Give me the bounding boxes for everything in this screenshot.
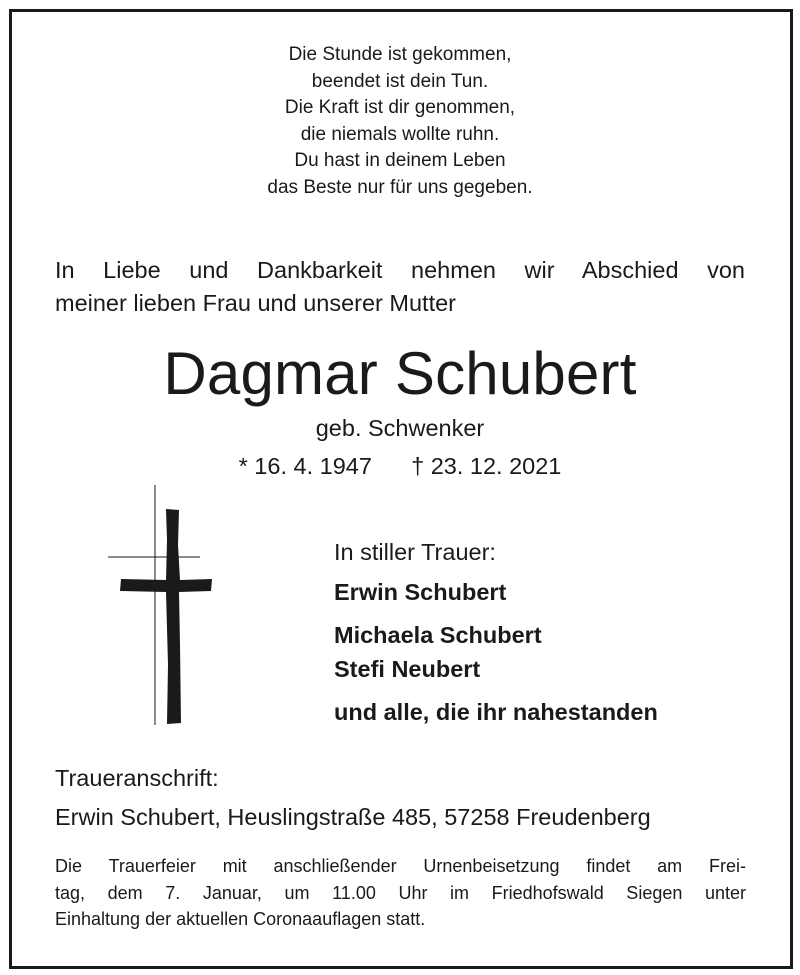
poem-line: Die Stunde ist gekommen,	[288, 44, 512, 65]
deceased-name: Dagmar Schubert	[163, 340, 637, 407]
intro-line: meiner lieben Frau und unserer Mutter	[55, 290, 457, 316]
poem-line: die niemals wollte ruhn.	[300, 123, 500, 145]
mourner-name: und alle, die ihr nahestanden	[334, 699, 658, 725]
memorial-poem	[0, 42, 800, 202]
poem-line: Die Kraft ist dir genommen,	[284, 97, 516, 119]
poem-line: das Beste nur für uns gegeben.	[267, 176, 533, 198]
mourners-label: In stiller Trauer:	[334, 539, 496, 565]
poem-line: beendet ist dein Tun.	[311, 70, 489, 92]
notice-line: tag, dem 7. Januar, um 11.00 Uhr im Friedhofswald Siegen unter	[55, 882, 746, 903]
birth-date: * 16. 4. 1947	[238, 453, 372, 479]
intro-line: In Liebe und Dankbarkeit nehmen wir Abschied von	[55, 257, 745, 283]
address-label: Traueranschrift:	[55, 765, 219, 791]
poem-line: Du hast in deinem Leben	[294, 150, 506, 172]
farewell-intro	[55, 254, 745, 320]
maiden-name: geb. Schwenker	[315, 415, 485, 441]
notice-line: Einhaltung der aktuellen Coronaauflagen statt.	[55, 909, 426, 929]
mourning-address: Erwin Schubert, Heuslingstraße 485, 57258 Freudenberg	[55, 804, 651, 830]
mourner-name: Stefi Neubert	[334, 656, 481, 682]
funeral-notice	[55, 853, 746, 933]
mourners-label-block	[334, 535, 496, 569]
mourner-name: Erwin Schubert	[334, 579, 507, 605]
notice-line: Die Trauerfeier mit anschließender Urnenbeisetzung findet am Frei-	[55, 856, 746, 876]
life-dates	[0, 451, 800, 481]
death-date: † 23. 12. 2021	[411, 453, 562, 479]
mourner-name: Michaela Schubert	[334, 622, 542, 648]
cross-icon	[100, 485, 220, 725]
